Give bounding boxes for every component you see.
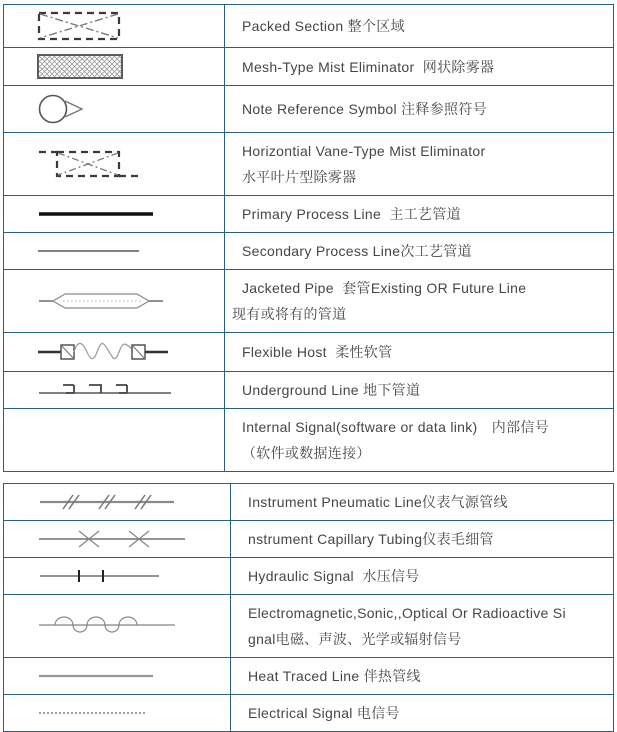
table-row — [4, 233, 613, 270]
legend-table-1 — [3, 4, 614, 472]
symbol-cell — [4, 48, 225, 85]
description-cell — [225, 5, 613, 47]
legend-tables — [3, 4, 614, 732]
description-line: Electrical Signal 电信号 — [248, 705, 400, 721]
description-line: Jacketed Pipe 套管Existing OR Future Line — [242, 280, 527, 296]
table-row — [4, 484, 613, 521]
description-line: Flexible Host 柔性软管 — [242, 344, 393, 360]
packed-section-icon — [37, 11, 121, 41]
description-cell — [225, 133, 613, 195]
description-line: Internal Signal(software or data link) 内部信号 — [242, 419, 550, 435]
em-sonic-signal-icon — [37, 615, 177, 637]
table-row — [4, 372, 613, 409]
symbol-cell — [4, 333, 225, 371]
table-row — [4, 270, 613, 333]
primary-process-line-icon — [37, 211, 155, 217]
description-line: Electromagnetic,Sonic,,Optical Or Radioactive Si — [248, 605, 566, 621]
description-line: Horizontial Vane-Type Mist Eliminator — [242, 143, 486, 159]
description-line: Underground Line 地下管道 — [242, 382, 421, 398]
flexible-hose-icon — [37, 339, 169, 365]
pneumatic-line-icon — [37, 491, 177, 513]
table-row — [4, 5, 613, 48]
mesh-type-eliminator-icon — [37, 54, 123, 79]
table-row — [4, 133, 613, 196]
description-line: 水平叶片型除雾器 — [242, 169, 357, 185]
description-line: gnal电磁、声波、光学或辐射信号 — [248, 631, 462, 647]
table-row — [4, 658, 613, 695]
table-row — [4, 558, 613, 595]
description-line: Mesh-Type Mist Eliminator 网状除雾器 — [242, 58, 495, 75]
description-line: （软件或数据连接） — [242, 445, 371, 461]
secondary-process-line-icon — [37, 249, 140, 253]
description-cell — [231, 521, 613, 557]
symbol-cell — [4, 233, 225, 269]
symbol-cell — [4, 695, 231, 731]
symbol-cell — [4, 133, 225, 195]
description-line: Secondary Process Line次工艺管道 — [242, 243, 472, 259]
description-line: Heat Traced Line 伴热管线 — [248, 668, 421, 684]
legend-table-2 — [3, 483, 614, 732]
capillary-tubing-icon — [37, 529, 187, 549]
hydraulic-signal-icon — [37, 568, 162, 584]
description-line: nstrument Capillary Tubing仪表毛细管 — [248, 531, 494, 547]
description-cell — [231, 558, 613, 594]
table-row — [4, 196, 613, 233]
table-row — [4, 333, 613, 372]
description-line: Packed Section 整个区域 — [242, 18, 405, 34]
table-row — [4, 86, 613, 133]
description-cell — [231, 695, 613, 731]
description-cell — [225, 233, 613, 269]
description-line: Note Reference Symbol 注释参照符号 — [242, 101, 487, 117]
table-row — [4, 595, 613, 658]
underground-line-icon — [37, 382, 173, 398]
symbol-cell — [4, 372, 225, 408]
symbol-cell — [4, 658, 231, 694]
table-row — [4, 695, 613, 731]
symbol-cell — [4, 196, 225, 232]
description-cell — [225, 372, 613, 408]
table-row — [4, 521, 613, 558]
symbol-cell — [4, 409, 225, 471]
symbol-cell — [4, 5, 225, 47]
description-line: Instrument Pneumatic Line仪表气源管线 — [248, 494, 508, 510]
symbol-cell — [4, 484, 231, 520]
description-line: 现有或将有的管道 — [232, 306, 347, 322]
description-line: Primary Process Line 主工艺管道 — [242, 206, 461, 222]
symbol-cell — [4, 521, 231, 557]
symbol-cell — [4, 86, 225, 132]
description-cell — [231, 595, 613, 657]
symbol-cell — [4, 558, 231, 594]
jacketed-pipe-icon — [37, 290, 165, 312]
description-cell — [225, 409, 613, 471]
heat-traced-line-icon — [37, 673, 155, 679]
none-icon — [37, 423, 47, 457]
description-line: Hydraulic Signal 水压信号 — [248, 568, 420, 584]
table-row — [4, 409, 613, 471]
description-cell — [225, 333, 613, 371]
description-cell — [225, 270, 613, 332]
vane-type-eliminator-icon — [37, 145, 141, 183]
description-cell — [225, 86, 613, 132]
symbol-cell — [4, 595, 231, 657]
note-reference-icon — [37, 92, 89, 126]
description-cell — [231, 484, 613, 520]
description-cell — [225, 48, 613, 85]
table-row — [4, 48, 613, 86]
symbol-cell — [4, 270, 225, 332]
description-cell — [225, 196, 613, 232]
description-cell — [231, 658, 613, 694]
electrical-signal-icon — [37, 710, 149, 716]
